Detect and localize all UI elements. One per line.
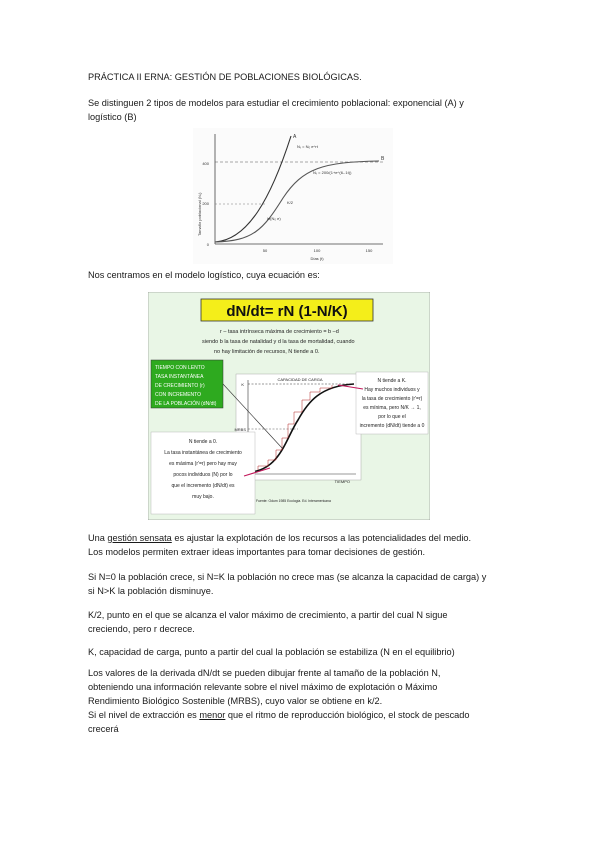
y-axis-label: Tamaño poblacional (Nₜ) [197,192,202,236]
green-box-line: TIEMPO CON LENTO [155,365,205,371]
right-note-line: Hay muchos individuos y [364,387,420,393]
paragraph-3-line-2: creciendo, pero r decrece. [88,624,195,634]
left-note-line: muy bajo. [192,494,214,500]
logistic-model-slide [148,292,430,520]
n0-label: ln(N₀ e) [267,216,281,221]
intro-line-1: Se distinguen 2 tipos de modelos para estudiar el crecimiento poblacional: exponencial (A) y [88,98,464,108]
green-box-line: DE LA POBLACIÓN (dN/dt) [155,401,217,407]
paragraph-6-line-2: crecerá [88,724,119,734]
growth-models-figure [193,128,393,264]
k2-label: K/2 [287,200,294,205]
paragraph-6-line-1: Si el nivel de extracción es menor que el ritmo de reproducción biológico, el stock de pescado [88,710,470,720]
paragraph-1-line-2: Los modelos permiten extraer ideas importantes para tomar decisiones de gestión. [88,547,426,557]
right-note-line: es mínima, pero N/K → 1, [363,405,421,411]
paragraph-5-line-3: Rendimiento Biológico Sostenible (MRBS), cuyo valor se obtiene en k/2. [88,696,383,706]
y-tick: 400 [202,161,209,166]
x-tick: 150 [365,248,373,253]
r-definition-1: r – tasa intrínseca máxima de crecimiento = b –d [220,329,339,335]
green-box-line: TASA INSTANTÁNEA [155,374,204,380]
paragraph-3-line-1: K/2, punto en el que se alcanza el valor máximo de crecimiento, a partir del cual N sigue [88,610,448,620]
r-definition-3: no hay limitación de recursos, N tiende a 0. [214,349,320,355]
green-box-line: CON INCREMENTO [155,392,202,398]
paragraph-2-line-1: Si N=0 la población crece, si N=K la población no crece mas (se alcanza la capacidad de carga) y [88,572,487,582]
label-a: A [293,134,297,140]
right-note-line: la tasa de crecimiento (r'=r) [361,396,423,402]
k-label: K [241,382,244,387]
left-note-line: que el incremento (dN/dt) es [171,483,235,489]
paragraph-5-line-1: Los valores de la derivada dN/dt se pueden dibujar frente al tamaño de la población N, [88,668,441,678]
left-note-line: pocos individuos (N) por lo [173,472,233,478]
focus-line: Nos centramos en el modelo logístico, cuya ecuación es: [88,270,320,280]
logistic-equation: dN/dt= rN (1-N/K) [226,303,348,320]
left-note-line: N tiende a 0. [188,439,218,445]
y-tick: 200 [202,201,209,206]
x-tick: 100 [313,248,321,253]
green-box-line: DE CRECIMIENTO (r) [155,383,205,389]
paragraph-1-line-1: Una gestión sensata es ajustar la explotación de los recursos a las potencialidades del medio. [88,533,472,543]
right-note-line: incremento (dN/dt) tiende a 0 [359,423,425,429]
equation-b: Nₜ = 200/(1+e^(6-.1t)) [313,170,352,175]
source-label: Fuente: Odum 1985 Ecología. Ed. Interamericana [256,499,331,503]
mrbs-label: MRBS [234,427,246,432]
left-note-line: La tasa instantánea de crecimiento [164,450,242,456]
paragraph-2-line-2: si N>K la población disminuye. [88,586,214,596]
x-tick: 50 [262,248,268,253]
paragraph-5-line-2: obteniendo una información relevante sobre el nivel máximo de explotación o Máximo [88,682,438,692]
capacity-label: CAPACIDAD DE CARGA [277,377,323,382]
r-definition-2: siendo b la tasa de natalidad y d la tasa de mortalidad, cuando [202,339,355,345]
right-note-line: N tiende a K. [377,378,407,384]
y-tick: 0 [206,242,209,247]
label-b: B [381,156,385,162]
equation-a: Nₜ = N₀ e^rt [297,144,318,149]
time-label: TIEMPO [334,479,350,484]
page-heading: PRÁCTICA II ERNA: GESTIÓN DE POBLACIONES BIOLÓGICAS. [88,72,362,82]
intro-line-2: logístico (B) [88,112,137,122]
right-note-line: por lo que el [378,414,406,420]
paragraph-4: K, capacidad de carga, punto a partir del cual la población se estabiliza (N en el equilibrio) [88,647,455,657]
x-axis-label: Días (t) [310,256,324,261]
left-note-line: es máxima (r'=r) pero hay muy [169,461,237,467]
